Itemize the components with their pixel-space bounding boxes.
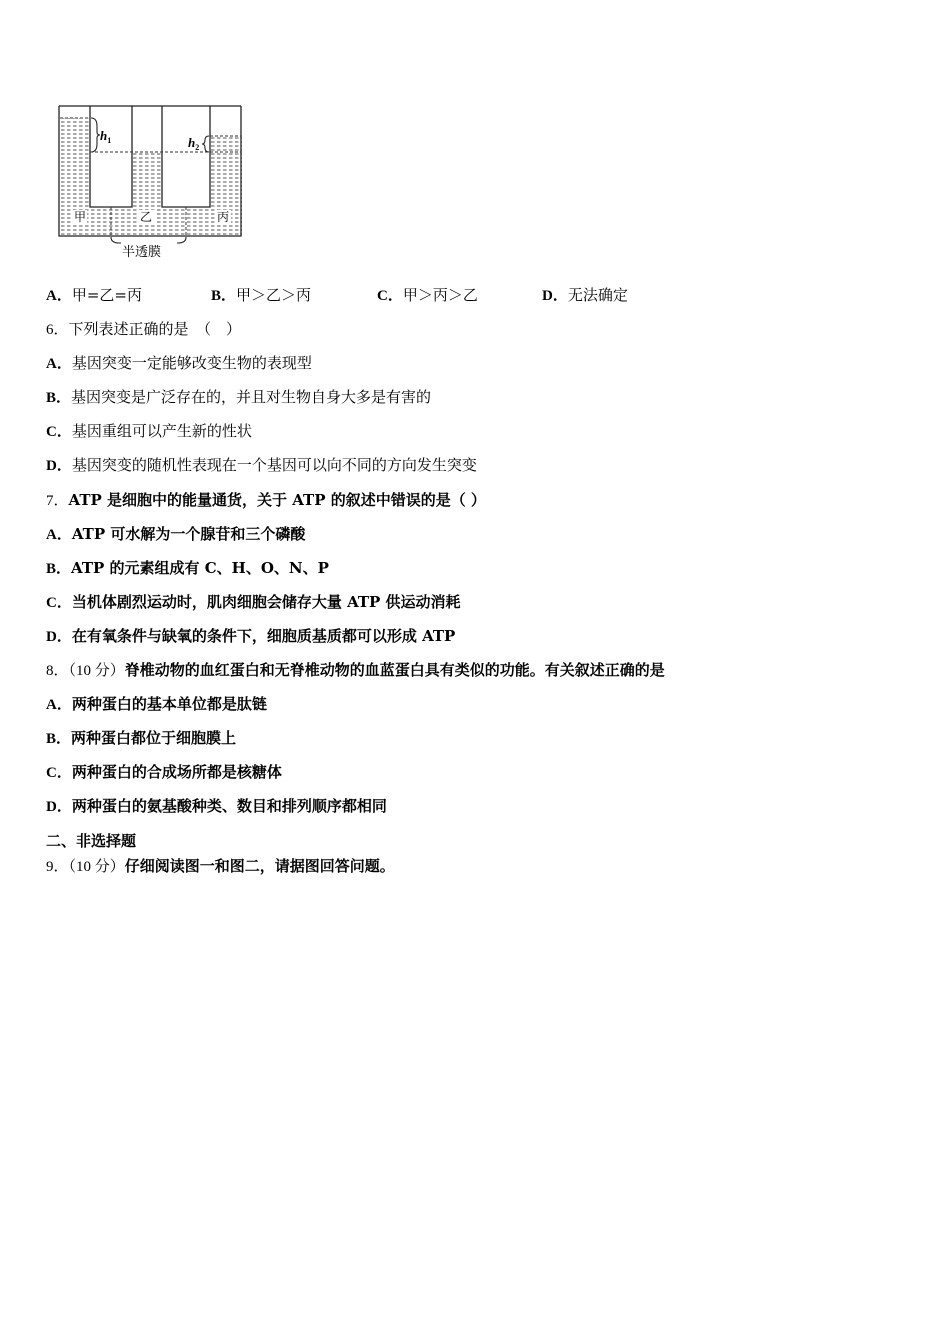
- u-tube-diagram: [55, 100, 250, 266]
- q6-stem: 6．下列表述正确的是 （ ）: [46, 320, 242, 338]
- q5-option-b[interactable]: B．甲＞乙＞丙: [211, 286, 312, 304]
- q7-option-c[interactable]: C．当机体剧烈运动时，肌肉细胞会储存大量 ATP 供运动消耗: [46, 593, 461, 611]
- q8-option-d[interactable]: D．两种蛋白的氨基酸种类、数目和排列顺序都相同: [46, 797, 387, 815]
- q6-option-b[interactable]: B．基因突变是广泛存在的，并且对生物自身大多是有害的: [46, 388, 432, 406]
- jia-label: 甲: [74, 210, 87, 224]
- q8-option-c[interactable]: C．两种蛋白的合成场所都是核糖体: [46, 763, 282, 781]
- q5-option-c[interactable]: C．甲＞丙＞乙: [377, 286, 478, 304]
- h1-label: $h_1$: [100, 128, 112, 145]
- q7-stem: 7．ATP 是细胞中的能量通货，关于 ATP 的叙述中错误的是（ ）: [46, 491, 486, 509]
- q5-option-a[interactable]: A．甲=乙=丙: [46, 286, 142, 304]
- q6-option-c[interactable]: C．基因重组可以产生新的性状: [46, 422, 252, 440]
- q7-option-a[interactable]: A．ATP 可水解为一个腺苷和三个磷酸: [46, 525, 306, 543]
- q8-stem: 8．（10 分）脊椎动物的血红蛋白和无脊椎动物的血蓝蛋白具有类似的功能。有关叙述正确的是: [46, 661, 665, 679]
- q7-option-d[interactable]: D．在有氧条件与缺氧的条件下，细胞质基质都可以形成 ATP: [46, 627, 456, 645]
- membrane-label: 半透膜: [122, 245, 162, 260]
- q8-option-b[interactable]: B．两种蛋白都位于细胞膜上: [46, 729, 237, 747]
- yi-label: 乙: [140, 210, 153, 224]
- q6-option-a[interactable]: A．基因突变一定能够改变生物的表现型: [46, 354, 312, 372]
- u-tube-figure: [55, 100, 250, 266]
- q8-option-a[interactable]: A．两种蛋白的基本单位都是肽链: [46, 695, 267, 713]
- q6-option-d[interactable]: D．基因突变的随机性表现在一个基因可以向不同的方向发生突变: [46, 456, 477, 474]
- q7-option-b[interactable]: B．ATP 的元素组成有 C、H、O、N、P: [46, 559, 329, 577]
- q5-option-d[interactable]: D．无法确定: [542, 286, 628, 304]
- section-title: 二、非选择题: [46, 832, 137, 850]
- q9-stem: 9．（10 分）仔细阅读图一和图二，请据图回答问题。: [46, 857, 395, 875]
- h2-label: $h_2$: [188, 135, 200, 152]
- bing-label: 丙: [217, 210, 230, 224]
